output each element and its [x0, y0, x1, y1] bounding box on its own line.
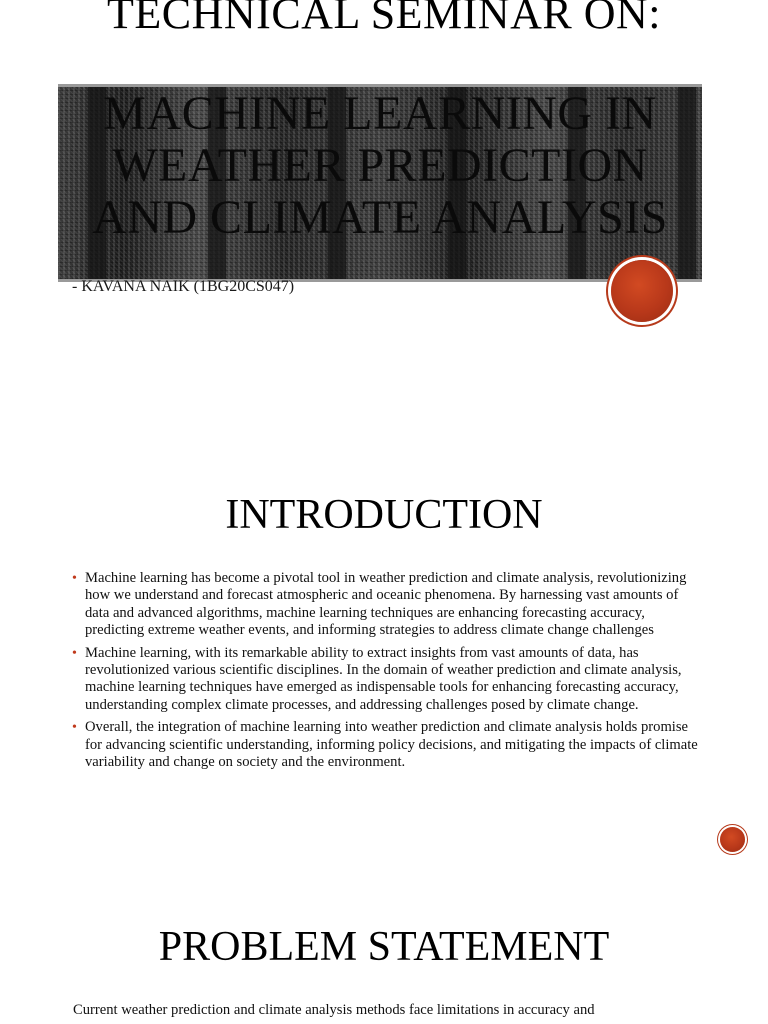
- bullet-icon: •: [72, 645, 77, 661]
- banner-title: MACHINE LEARNING IN WEATHER PREDICTION AND CLIMATE ANALYSIS: [92, 87, 668, 244]
- bullet-icon: •: [72, 571, 77, 586]
- introduction-heading: INTRODUCTION: [225, 492, 543, 538]
- problem-statement-text: Current weather prediction and climate analysis methods face limitations in accuracy and: [73, 1002, 595, 1018]
- seminar-title: TECHNICAL SEMINAR ON:: [107, 0, 661, 38]
- introduction-list: [72, 570, 700, 776]
- list-item: • Machine learning has become a pivotal tool in weather prediction and climate analysis, revolutionizing how we understand and forecast atmospheric and oceanic phenomena. By harnessing vast amounts of data and advanced algorithms, machine learning techniques are enhancing forecasting accuracy, predicting extreme weather events, and informing strategies to address climate change challenges: [72, 570, 687, 639]
- author-name: - KAVANA NAIK (1BG20CS047): [72, 278, 295, 295]
- problem-statement-heading: PROBLEM STATEMENT: [158, 924, 610, 970]
- bullet-icon: •: [72, 720, 77, 736]
- decorative-circle-small-icon: [720, 827, 745, 852]
- decorative-circle-icon: [611, 260, 673, 322]
- list-item: • Overall, the integration of machine learning into weather prediction and climate analysis holds promise for advancing scientific understanding, informing policy decisions, and mitigating the impacts of climate variability and change on society and the environment.: [72, 719, 698, 771]
- list-item: • Machine learning, with its remarkable ability to extract insights from vast amounts of data, has revolutionized various scientific disciplines. In the domain of weather prediction and climate analysis, machine learning techniques have emerged as indispensable tools for enhancing forecasting accuracy, understanding complex climate processes, and addressing challenges posed by climate change.: [72, 644, 682, 713]
